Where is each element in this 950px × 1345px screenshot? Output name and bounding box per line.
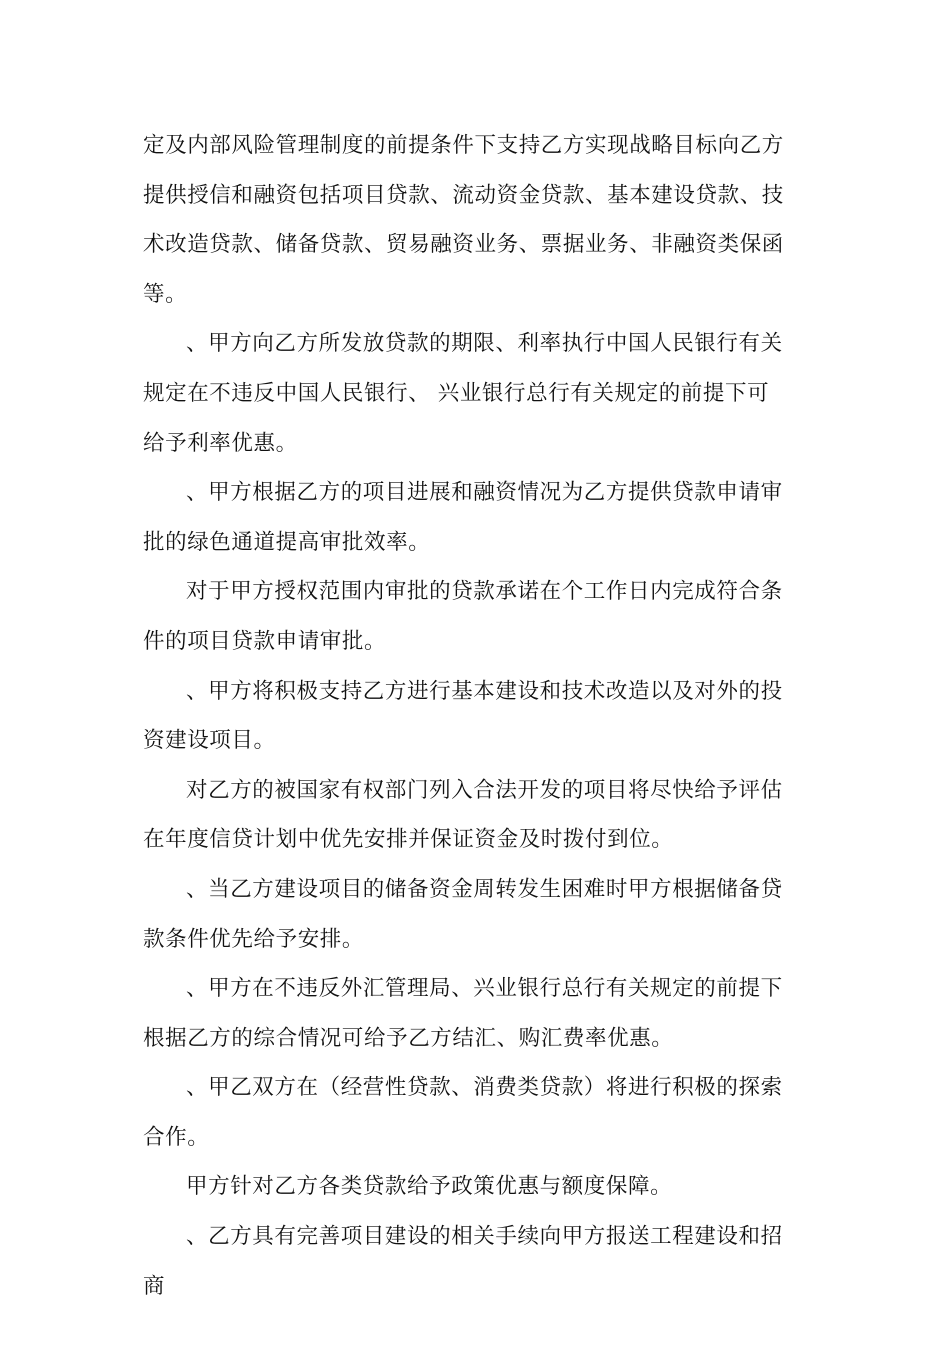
paragraph-9: 、甲乙双方在（经营性贷款、消费类贷款）将进行积极的探索合作。	[143, 1075, 783, 1150]
paragraph-11: 、乙方具有完善项目建设的相关手续向甲方报送工程建设和招商	[143, 1224, 783, 1299]
paragraph-5: 、甲方将积极支持乙方进行基本建设和技术改造以及对外的投资建设项目。	[143, 678, 783, 754]
paragraph-4: 对于甲方授权范围内审批的贷款承诺在个工作日内完成符合条件的项目贷款申请审批。	[143, 579, 783, 654]
paragraph-3: 、甲方根据乙方的项目进展和融资情况为乙方提供贷款申请审批的绿色通道提高审批效率。	[143, 480, 783, 555]
paragraph-8: 、甲方在不违反外汇管理局、兴业银行总行有关规定的前提下根据乙方的综合情况可给予乙方结汇、购汇费率优惠。	[143, 976, 783, 1051]
paragraph-7: 、当乙方建设项目的储备资金周转发生困难时甲方根据储备贷款条件优先给予安排。	[143, 876, 783, 952]
paragraph-2: 、甲方向乙方所发放贷款的期限、利率执行中国人民银行有关规定在不违反中国人民银行、 兴业银行总行有关规定的前提下可给予利率优惠。	[143, 331, 783, 456]
document-body	[143, 121, 788, 1311]
paragraph-10: 甲方针对乙方各类贷款给予政策优惠与额度保障。	[186, 1174, 673, 1200]
paragraph-6: 对乙方的被国家有权部门列入合法开发的项目将尽快给予评估在年度信贷计划中优先安排并保证资金及时拨付到位。	[143, 777, 783, 853]
paragraph-1: 定及内部风险管理制度的前提条件下支持乙方实现战略目标向乙方提供授信和融资包括项目贷款、流动资金贷款、基本建设贷款、技术改造贷款、储备贷款、贸易融资业务、票据业务、非融资类保函等。	[143, 133, 784, 307]
